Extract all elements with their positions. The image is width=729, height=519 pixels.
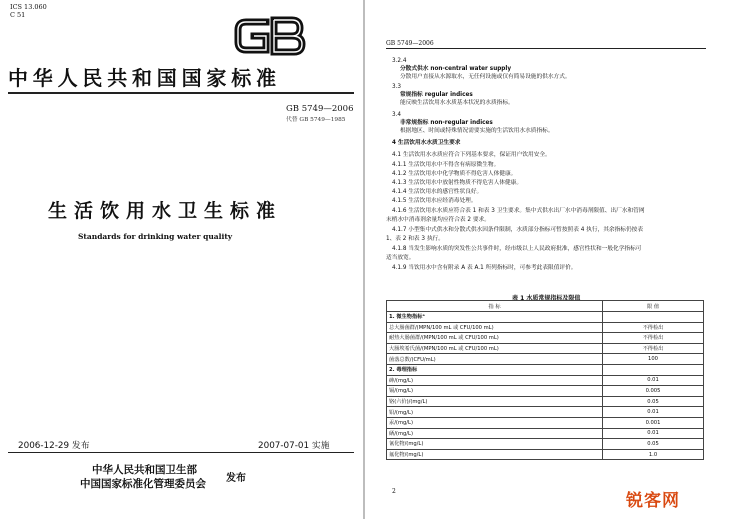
indicator-name: 菌落总数/(CFU/mL)	[387, 354, 603, 365]
standard-number: GB 5749—2006	[286, 104, 354, 114]
table-row	[387, 386, 704, 397]
page-header: GB 5749—2006	[386, 40, 434, 47]
text-line: 4.1.1 生活饮用水中不得含有病原微生物。	[392, 162, 500, 168]
watermark: 锐客网	[626, 491, 680, 511]
indicator-name: 2. 毒理指标	[387, 364, 603, 375]
text-line: 4.1 生活饮用水水质应符合下列基本要求，保证用户饮用安全。	[392, 152, 551, 158]
indicator-limit: 不得检出	[603, 322, 704, 333]
table-row	[387, 312, 704, 323]
water-quality-table	[386, 300, 704, 460]
header-limit: 限 值	[603, 301, 704, 312]
text-line: 4.1.5 生活饮用水应经消毒处理。	[392, 198, 477, 204]
page-number: 2	[392, 488, 396, 495]
table-row	[387, 333, 704, 344]
indicator-name: 镉/(mg/L)	[387, 386, 603, 397]
text-line: 4.1.6 生活饮用水水质应符合表 1 和表 3 卫生要求。集中式供水出厂水中消毒剂限值、出厂水和管网	[392, 208, 645, 214]
indicator-name: 铅/(mg/L)	[387, 407, 603, 418]
indicator-limit: 0.01	[603, 407, 704, 418]
indicator-limit: 0.005	[603, 386, 704, 397]
table-caption: 表 1 水质常规指标及限值	[512, 295, 581, 302]
publish-label: 发布	[226, 473, 246, 484]
indicator-limit	[603, 364, 704, 375]
table-row	[387, 417, 704, 428]
text-line: 4 生活饮用水水质卫生要求	[392, 140, 461, 146]
text-line: 末梢水中消毒剂余量均应符合表 2 要求。	[386, 217, 490, 223]
indicator-name: 大肠埃希氏菌/(MPN/100 mL 或 CFU/100 mL)	[387, 343, 603, 354]
table-row	[387, 439, 704, 450]
text-line: 4.1.2 生活饮用水中化学物质不得危害人体健康。	[392, 171, 517, 177]
indicator-limit: 0.05	[603, 396, 704, 407]
table-row	[387, 364, 704, 375]
classification-codes	[10, 3, 47, 19]
text-line: 非常规指标 non-regular indices	[400, 120, 493, 126]
text-line: 3.4	[392, 112, 402, 118]
text-line: 根据地区、时间或特殊情况需要实施的生活饮用水水质指标。	[400, 128, 554, 134]
table-row	[387, 343, 704, 354]
text-line: 3.2.4	[392, 58, 407, 64]
text-line: 能反映生活饮用水水质基本状况的水质指标。	[400, 100, 514, 106]
cover-page	[0, 0, 362, 519]
header-rule	[386, 48, 706, 49]
text-line: 常规指标 regular indices	[400, 92, 473, 98]
indicator-limit: 0.01	[603, 375, 704, 386]
indicator-limit	[603, 312, 704, 323]
publisher-ministry: 中华人民共和国卫生部	[92, 464, 197, 476]
indicator-name: 氟化物/(mg/L)	[387, 449, 603, 460]
text-line: 4.1.9 当饮用水中含有附录 A 表 A.1 所列指标时，可参考此表限值评价。	[392, 265, 577, 271]
text-line: 3.3	[392, 84, 402, 90]
indicator-limit: 0.01	[603, 428, 704, 439]
indicator-name: 硒/(mg/L)	[387, 428, 603, 439]
text-line: 4.1.4 生活饮用水的感官性状良好。	[392, 189, 483, 195]
gb-logo-icon	[232, 14, 308, 58]
indicator-limit: 100	[603, 354, 704, 365]
indicator-name: 铬(六价)/(mg/L)	[387, 396, 603, 407]
document-title-en: Standards for drinking water quality	[78, 232, 233, 241]
implement-date: 2007-07-01 实施	[258, 441, 330, 451]
table-row	[387, 322, 704, 333]
table-row	[387, 375, 704, 386]
text-line: 4.1.7 小型集中式供水和分散式供水因条件限制，水质部分指标可暂按照表 4 执行，其余指标仍按表	[392, 227, 644, 233]
header-index: 指 标	[387, 301, 603, 312]
text-line: 适当放宽。	[386, 255, 415, 261]
table-header-row	[387, 301, 704, 312]
issue-date: 2006-12-29 发布	[18, 441, 90, 451]
replaces-note: 代替 GB 5749—1985	[286, 117, 346, 123]
text-line: 4.1.8 当发生影响水质的突发性公共事件时，经市级以上人民政府批准，感官性状和一般化学指标可	[392, 246, 642, 252]
text-line: 4.1.3 生活饮用水中放射性物质不得危害人体健康。	[392, 180, 523, 186]
text-line: 分散用户直接从水源取水，无任何设施或仅有简易设施的供水方式。	[400, 74, 571, 80]
indicator-name: 汞/(mg/L)	[387, 417, 603, 428]
indicator-name: 耐热大肠菌群/(MPN/100 mL 或 CFU/100 mL)	[387, 333, 603, 344]
content-page	[366, 0, 729, 519]
table-row	[387, 396, 704, 407]
ccs-code: C 51	[10, 11, 26, 19]
indicator-limit: 不得检出	[603, 333, 704, 344]
table-row	[387, 354, 704, 365]
publisher-sac: 中国国家标准化管理委员会	[80, 478, 206, 490]
page-divider	[363, 0, 365, 519]
table-row	[387, 428, 704, 439]
indicator-limit: 0.001	[603, 417, 704, 428]
table-row	[387, 449, 704, 460]
standard-name: 中华人民共和国国家标准	[8, 66, 281, 90]
indicator-name: 砷/(mg/L)	[387, 375, 603, 386]
ics-code: ICS 13.060	[10, 3, 47, 11]
date-rule	[8, 452, 354, 453]
title-rule	[8, 92, 354, 94]
text-line: 1、表 2 和表 3 执行。	[386, 236, 444, 242]
table-row	[387, 407, 704, 418]
indicator-limit: 不得检出	[603, 343, 704, 354]
text-line: 分散式供水 non-central water supply	[400, 66, 512, 72]
indicator-name: 1. 微生物指标ᵃ	[387, 312, 603, 323]
indicator-limit: 0.05	[603, 439, 704, 450]
indicator-name: 氰化物/(mg/L)	[387, 439, 603, 450]
indicator-limit: 1.0	[603, 449, 704, 460]
indicator-name: 总大肠菌群/(MPN/100 mL 或 CFU/100 mL)	[387, 322, 603, 333]
document-title-cn: 生活饮用水卫生标准	[48, 200, 283, 222]
